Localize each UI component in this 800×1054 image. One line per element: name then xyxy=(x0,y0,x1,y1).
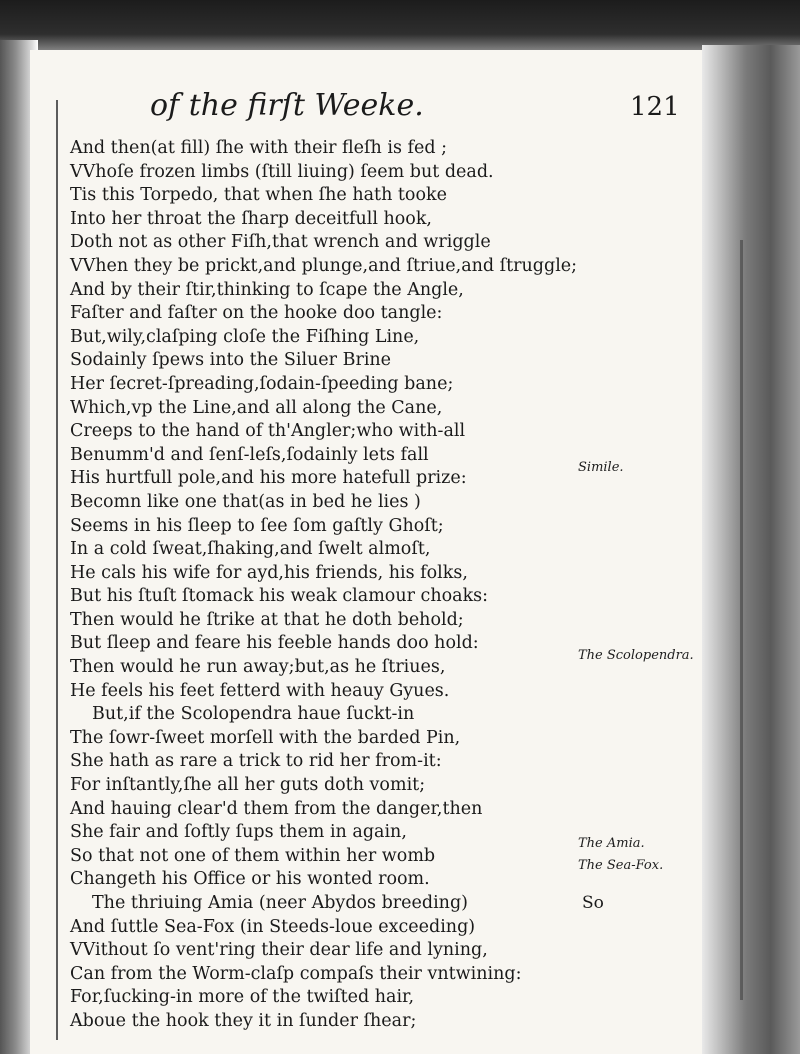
verse-line: She hath as rare a trick to rid her from-it: xyxy=(70,751,442,772)
verse-line: Aboue the hook they it in ſunder ſhear; xyxy=(70,1010,417,1031)
page-number: 121 xyxy=(630,92,680,122)
verse-line: Seems in his ſleep to ſee ſom gaſtly Ghoſt; xyxy=(70,515,444,536)
verse-text xyxy=(70,137,578,1034)
verse-line: VVhoſe frozen limbs (ſtill liuing) ſeem but dead. xyxy=(70,161,494,182)
verse-line: But,if the Scolopendra haue ſuckt-in xyxy=(92,704,415,725)
page-header xyxy=(150,88,690,132)
verse-line: But his ſtuſt ſtomack his weak clamour choaks: xyxy=(70,586,489,607)
verse-line: In a cold ſweat,ſhaking,and ſwelt almoſt, xyxy=(70,539,431,560)
left-margin-rule xyxy=(56,100,58,1040)
verse-line: But,wily,claſping cloſe the Fiſhing Line, xyxy=(70,326,420,347)
verse-line: Into her throat the ſharp deceitfull hook, xyxy=(70,208,432,229)
verse-line: The thriuing Amia (neer Abydos breeding) xyxy=(92,893,468,913)
verse-line: His hurtfull pole,and his more hatefull prize: xyxy=(70,468,467,489)
verse-line: Doth not as other Fiſh,that wrench and wriggle xyxy=(70,232,491,253)
margin-note-sea-fox: The Sea-Fox. xyxy=(578,858,664,873)
verse-line: Tis this Torpedo, that when ſhe hath tooke xyxy=(70,185,447,206)
verse-line: Benumm'd and ſenſ-leſs,ſodainly lets fall xyxy=(70,444,429,465)
margin-note-amia: The Amia. xyxy=(578,836,645,851)
verse-line: And by their ſtir,thinking to ſcape the Angle, xyxy=(70,279,464,300)
verse-line: Changeth his Office or his wonted room. xyxy=(70,869,430,890)
verse-line: Then would he run away;but,as he ſtriues, xyxy=(70,657,446,678)
margin-note-simile: Simile. xyxy=(578,460,624,475)
verse-line: So that not one of them within her womb xyxy=(70,845,436,866)
verse-line: Creeps to the hand of th'Angler;who with-all xyxy=(70,421,466,442)
verse-line: Which,vp the Line,and all along the Cane, xyxy=(70,397,443,418)
verse-line: And then(at fill) ſhe with their fleſh is fed ; xyxy=(70,138,447,158)
verse-line: The ſowr-ſweet morſell with the barded Pin, xyxy=(70,727,461,748)
verse-line: Becomn like one that(as in bed he lies ) xyxy=(70,491,421,512)
verse-line: He cals his wife for ayd,his friends, his folks, xyxy=(70,562,468,583)
verse-line: For inſtantly,ſhe all her guts doth vomit; xyxy=(70,775,426,796)
verse-line: She fair and ſoftly ſups them in again, xyxy=(70,822,407,843)
gutter-shadow-line xyxy=(740,240,743,1000)
verse-line: Sodainly ſpews into the Siluer Brine xyxy=(70,350,392,371)
verse-line: And ſuttle Sea-Fox (in Steeds-loue exceeding) xyxy=(70,916,476,937)
verse-line: VVithout ſo vent'ring their dear life and lyning, xyxy=(70,940,488,961)
verse-line: Her ſecret-ſpreading,ſodain-ſpeeding bane; xyxy=(70,373,454,394)
book-gutter xyxy=(702,45,800,1054)
margin-note-scolopendra: The Scolopendra. xyxy=(578,648,694,663)
verse-line: And hauing clear'd them from the danger,then xyxy=(70,798,483,819)
verse-line: He feels his feet fetterd with heauy Gyues. xyxy=(70,680,450,701)
verse-line: Faſter and faſter on the hooke doo tangle: xyxy=(70,303,443,324)
verse-line: Then would he ſtrike at that he doth behold; xyxy=(70,609,464,630)
verse-line: But ſleep and feare his feeble hands doo hold: xyxy=(70,633,479,654)
catchword: So xyxy=(582,893,604,913)
verse-line: VVhen they be prickt,and plunge,and ſtriue,and ſtruggle; xyxy=(70,255,578,276)
verse-line: For,ſucking-in more of the twiſted hair, xyxy=(70,987,415,1008)
verse-line: Can from the Worm-claſp compaſs their vntwining: xyxy=(70,963,522,984)
running-head: of the firſt Weeke. xyxy=(150,88,424,123)
